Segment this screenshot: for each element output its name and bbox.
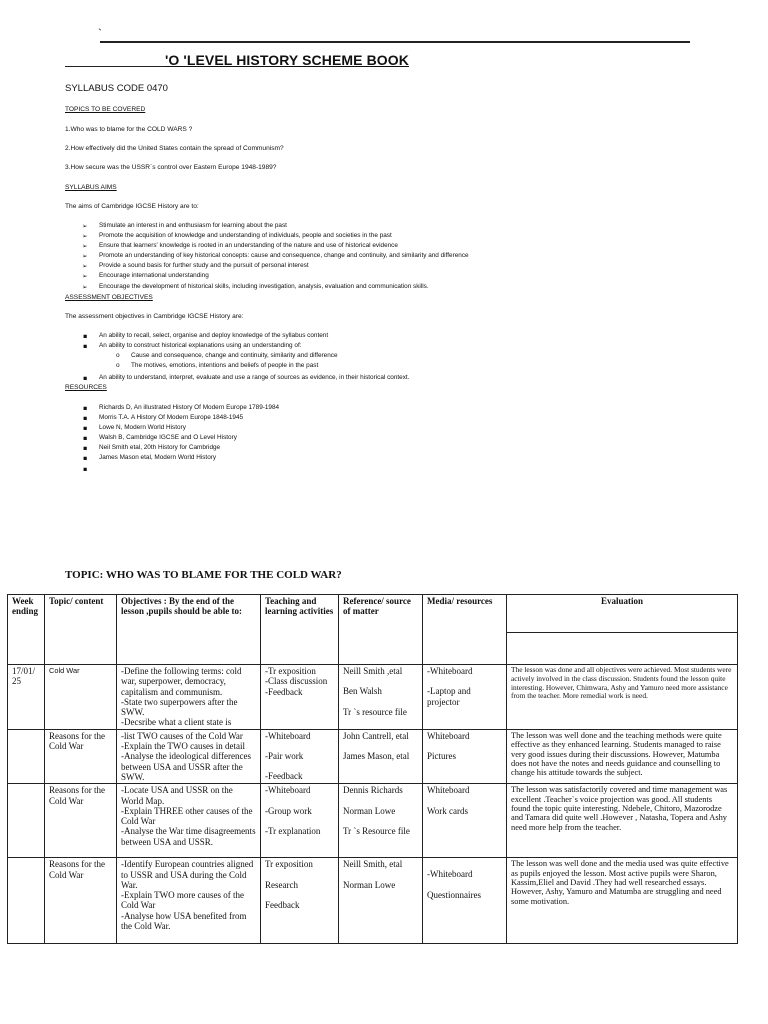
objective-line: -Analyse the ideological differences between USA and USSR after the SWW.	[121, 751, 252, 782]
reference-line: Tr `s resource file	[343, 706, 407, 717]
cell-evaluation: The lesson was done and all objectives were achieved. Most students were actively involved in the class discussion. Students found the lesson quite interesting. However, Chimwara, Ashy and Yamuro need more assistance from the teacher. More remedial work is need.	[507, 665, 738, 730]
objective-line: -Explain THREE other causes of the Cold War	[121, 805, 253, 827]
media-spacer	[427, 859, 502, 869]
cell-topic: Cold War	[45, 665, 117, 730]
assessment-list-top	[99, 331, 328, 351]
objective-line: -Analyse the War time disagreements between USA and USSR.	[121, 826, 256, 847]
table-row	[8, 665, 738, 730]
cell-teaching	[261, 784, 339, 858]
cell-topic: Reasons for the Cold War	[45, 784, 117, 858]
cell-objectives	[117, 729, 261, 783]
cell-teaching	[261, 858, 339, 944]
reference-line: Dennis Richards	[343, 785, 403, 796]
cell-topic: Reasons for the Cold War	[45, 858, 117, 944]
cell-objectives	[117, 784, 261, 858]
col-header-teaching: Teaching and learning activities	[261, 595, 339, 665]
aim-item: ➢ Promote an understanding of key historical concepts: cause and consequence, change and continuity, and similarity and difference	[99, 251, 469, 261]
resource-item	[99, 464, 279, 474]
cell-reference	[339, 784, 423, 858]
assessment-item: ▪ An ability to construct historical explanations using an understanding of:	[99, 341, 328, 351]
assessment-item: ▪ An ability to recall, select, organise and deploy knowledge of the syllabus content	[99, 331, 328, 341]
media-line: Whiteboard	[427, 730, 470, 741]
cell-week: 17/01/ 25	[8, 665, 45, 730]
cell-week	[8, 784, 45, 858]
cell-week	[8, 729, 45, 783]
media-line: Work cards	[427, 805, 469, 816]
objective-line: -State two superpowers after the SWW.	[121, 696, 238, 718]
aims-intro: The aims of Cambridge IGCSE History are to:	[65, 203, 199, 210]
reference-line: James Mason, etal	[343, 751, 410, 762]
cell-topic: Reasons for the Cold War	[45, 729, 117, 783]
teaching-line: -Whiteboard	[265, 785, 311, 796]
col-header-reference: Reference/ source of matter	[339, 595, 423, 665]
table-row	[8, 729, 738, 783]
assessment-sublist	[131, 351, 338, 371]
reference-line: Neill Smith ,etal	[343, 666, 403, 676]
reference-line: Norman Lowe	[343, 879, 396, 890]
media-line: Pictures	[427, 751, 456, 762]
topics-heading: TOPICS TO BE COVERED	[65, 106, 146, 113]
teaching-line: -Pair work	[265, 751, 304, 762]
cell-evaluation: The lesson was well done and the teaching methods were quite effective as they enhanced learning. Students managed to raise very good issues during their discussions. However, Matumba does not have the notes and needs guidance and counselling to change his attitude towards the subject.	[507, 729, 738, 783]
aims-heading: SYLLABUS AIMS	[65, 184, 117, 191]
teaching-line: -Group work	[265, 805, 312, 816]
assessment-subitem: o Cause and consequence, change and continuity, similarity and difference	[131, 351, 338, 361]
assessment-item: ▪ An ability to understand, interpret, evaluate and use a range of sources as evidence, in their historical context.	[99, 373, 409, 383]
media-line: Whiteboard	[427, 785, 470, 796]
objective-line: -Locate USA and USSR on the World Map.	[121, 785, 233, 806]
cell-objectives	[117, 858, 261, 944]
cell-evaluation: The lesson was well done and the media used was quite effective as pupils enjoyed the lesson. Most active pupils were Sharon, Kassim,Eliel and David .They had well researched essays. However, Ashy, Yamuro and Matumba are struggling and need some motivation.	[507, 858, 738, 944]
aim-item: ➢ Provide a sound basis for further study and the pursuit of personal interest	[99, 261, 469, 271]
reference-line: Tr `s Resource file	[343, 825, 410, 836]
resource-item: ▪ Walsh B, Cambridge IGCSE and O Level History	[99, 433, 279, 443]
resource-item: ▪ Lowe N, Modern World History	[99, 423, 279, 433]
media-line: -Laptop and projector	[427, 686, 471, 707]
stray-tick-mark: `	[98, 26, 102, 40]
teaching-line: Tr exposition	[265, 859, 313, 870]
evaluation-header-blank	[507, 633, 738, 665]
table-row	[8, 858, 738, 944]
reference-line: John Cantrell, etal	[343, 730, 409, 741]
teaching-line: -Tr exposition	[265, 666, 316, 676]
resource-item: ▪ Richards D, An illustrated History Of Modern Europe 1789-1984	[99, 403, 279, 413]
cell-teaching	[261, 729, 339, 783]
aim-item: ➢ Encourage international understanding	[99, 271, 469, 281]
objective-line: -Decsribe what a client state is	[121, 717, 232, 728]
teaching-line: -Whiteboard	[265, 730, 311, 741]
resource-item: ▪ Morris T.A. A History Of Modern Europe 1848-1945	[99, 413, 279, 423]
aim-item: ➢ Stimulate an interest in and enthusiasm for learning about the past	[99, 221, 469, 231]
col-header-topic: Topic/ content	[45, 595, 117, 665]
assessment-heading: ASSESSMENT OBJECTIVES	[65, 294, 153, 301]
reference-line: Ben Walsh	[343, 686, 382, 697]
media-line: Questionnaires	[427, 889, 481, 900]
aims-list	[99, 221, 469, 292]
aim-item: ➢ Encourage the development of historical skills, including investigation, analysis, evaluation and communication skills.	[99, 282, 469, 292]
objective-line: -Identify European countries aligned to USSR and USA during the Cold War.	[121, 859, 254, 890]
assessment-intro: The assessment objectives in Cambridge IGCSE History are:	[65, 313, 244, 320]
teaching-line: -Feedback	[265, 771, 303, 782]
teaching-line: -Feedback	[265, 686, 303, 697]
reference-line: Norman Lowe	[343, 805, 396, 816]
topic-heading: TOPIC: WHO WAS TO BLAME FOR THE COLD WAR?	[65, 569, 342, 581]
cell-reference	[339, 729, 423, 783]
topic-item: 2.How effectively did the United States contain the spread of Communism?	[65, 145, 284, 152]
objective-line: -Explain the TWO causes in detail	[121, 741, 246, 752]
cell-media	[423, 784, 507, 858]
cell-objectives	[117, 665, 261, 730]
objective-line: -Define the following terms: cold war, superpower, democracy, capitalism and communism.	[121, 666, 242, 697]
title-underline-lead	[65, 66, 165, 67]
cell-evaluation: The lesson was satisfactorily covered and time management was excellent .Teacher`s voice projection was good. All students found the topic quite interesting. Ndebele, Chitoro, Mazorodze and Tamara did quite well .However , Natasha, Topera and Ashy need more help from the teacher.	[507, 784, 738, 858]
reference-line: Neill Smith, etal	[343, 859, 403, 870]
scheme-table	[7, 594, 738, 944]
teaching-line: Feedback	[265, 899, 300, 910]
cell-media	[423, 858, 507, 944]
col-header-objectives: Objectives : By the end of the lesson ,pupils should be able to:	[117, 595, 261, 665]
teaching-line: Research	[265, 879, 298, 890]
cell-teaching	[261, 665, 339, 730]
page-title: 'O 'LEVEL HISTORY SCHEME BOOK	[165, 52, 409, 68]
cell-media	[423, 665, 507, 730]
objective-line: -list TWO causes of the Cold War	[121, 730, 243, 741]
resources-list	[99, 403, 279, 474]
cell-reference	[339, 858, 423, 944]
teaching-line: -Tr explanation	[265, 825, 321, 836]
media-line: -Whiteboard	[427, 666, 473, 676]
col-header-media: Media/ resources	[423, 595, 507, 665]
aim-item: ➢ Ensure that learners' knowledge is rooted in an understanding of the nature and use of historical evidence	[99, 241, 469, 251]
topic-item: 3.How secure was the USSR`s control over Eastern Europe 1948-1989?	[65, 164, 277, 171]
media-line: -Whiteboard	[427, 869, 473, 880]
objective-line: -Analyse how USA benefited from the Cold War.	[121, 910, 247, 932]
table-header-row	[8, 595, 738, 633]
assessment-list-bottom	[99, 373, 409, 383]
cell-week	[8, 858, 45, 944]
resources-heading: RESOURCES	[65, 384, 107, 391]
cell-reference	[339, 665, 423, 730]
col-header-evaluation: Evaluation	[507, 595, 738, 633]
teaching-line: -Class discussion	[265, 676, 328, 687]
table-row	[8, 784, 738, 858]
aim-item: ➢ Promote the acquisition of knowledge and understanding of individuals, people and societies in the past	[99, 231, 469, 241]
cell-media	[423, 729, 507, 783]
resource-item: ▪ Neil Smith etal, 20th History for Cambridge	[99, 443, 279, 453]
objective-line: -Explain TWO more causes of the Cold War	[121, 890, 245, 911]
col-header-week: Week ending	[8, 595, 45, 665]
topic-item: 1.Who was to blame for the COLD WARS ?	[65, 126, 193, 133]
resource-item: ▪ James Mason etal, Modern World History	[99, 453, 279, 463]
syllabus-code: SYLLABUS CODE 0470	[65, 83, 168, 94]
assessment-subitem: o The motives, emotions, intentions and beliefs of people in the past	[131, 361, 338, 371]
header-rule	[100, 41, 690, 43]
